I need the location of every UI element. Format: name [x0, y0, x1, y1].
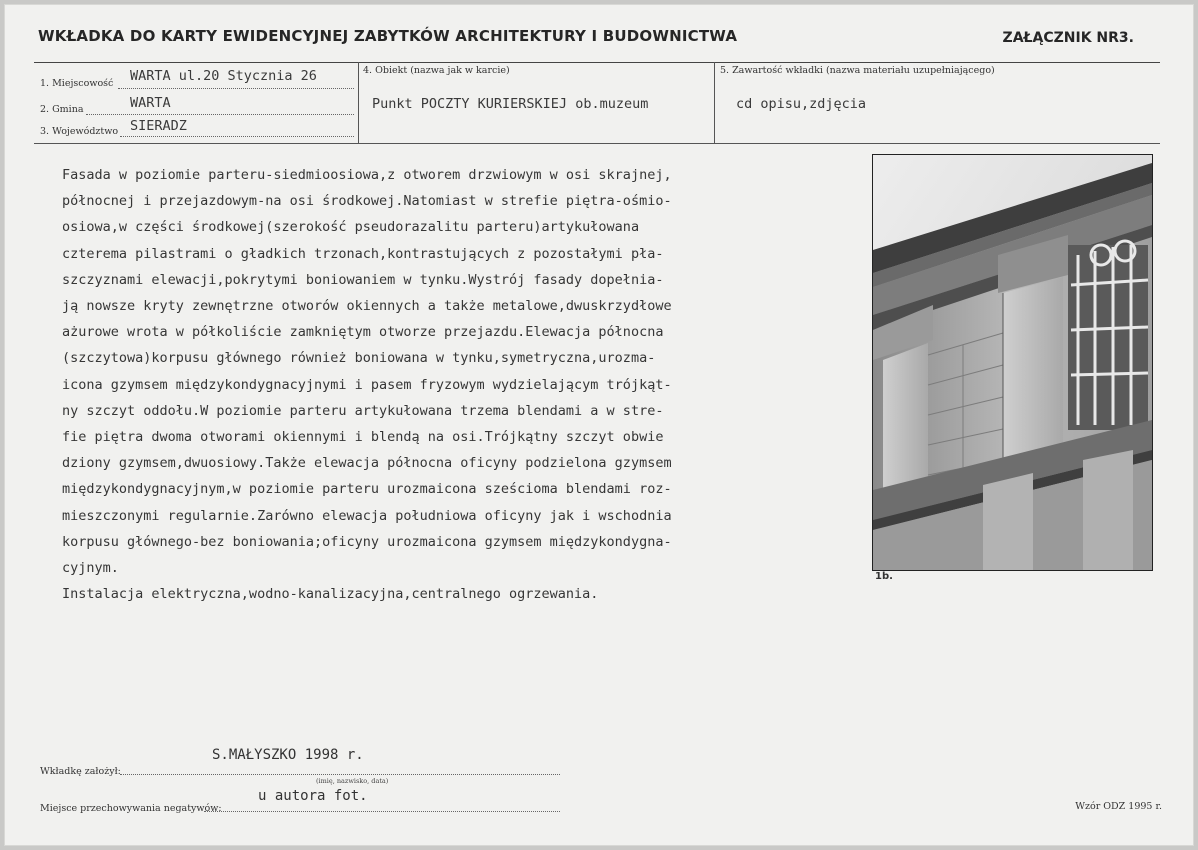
- contents-label: 5. Zawartość wkładki (nazwa materiału uzupełniającego): [720, 65, 995, 76]
- description-line: północnej i przejazdowym-na osi środkowej.Natomiast w strefie piętra-ośmio-: [62, 193, 672, 210]
- description-text: [62, 162, 862, 607]
- description-line: cyjnym.: [62, 560, 119, 577]
- negatives-line: [204, 811, 560, 812]
- locality-line: [118, 88, 354, 89]
- form-title: WKŁADKA DO KARTY EWIDENCYJNEJ ZABYTKÓW ARCHITEKTURY I BUDOWNICTWA: [38, 27, 738, 45]
- commune-line: [86, 114, 354, 115]
- description-line: ażurowe wrota w półkoliście zamkniętym otworze przejazdu.Elewacja północna: [62, 324, 664, 341]
- founder-label: Wkładkę założył:: [40, 766, 121, 777]
- commune-label: 2. Gmina: [40, 104, 84, 115]
- facade-photo: [872, 154, 1153, 571]
- column-divider-2: [714, 62, 715, 143]
- column-divider-1: [358, 62, 359, 143]
- locality-label: 1. Miejscowość: [40, 78, 114, 89]
- object-label: 4. Obiekt (nazwa jak w karcie): [363, 65, 510, 76]
- founder-line: [120, 774, 560, 775]
- description-line: czterema pilastrami o gładkich trzonach,kontrastujących z pozostałymi pła-: [62, 245, 664, 262]
- fields-rule: [34, 143, 1160, 144]
- description-line: icona gzymsem międzykondygnacyjnymi i pasem fryzowym wydzielającym trójkąt-: [62, 376, 672, 393]
- description-line: mieszczonymi regularnie.Zarówno elewacja południowa oficyny jak i wschodnia: [62, 507, 672, 524]
- description-line: szczyznami elewacji,pokrytymi boniowaniem w tynku.Wystrój fasady dopełnia-: [62, 271, 664, 288]
- voivodeship-value: SIERADZ: [130, 118, 187, 134]
- description-line: międzykondygnacyjnym,w poziomie parteru urozmaicona sześcioma blendami roz-: [62, 481, 672, 498]
- voivodeship-label: 3. Województwo: [40, 126, 119, 137]
- description-line: Fasada w poziomie parteru-siedmioosiowa,z otworem drzwiowym w osi skrajnej,: [62, 167, 672, 183]
- locality-value: WARTA ul.20 Stycznia 26: [130, 68, 317, 84]
- description-line: fie piętra dwoma otworami okiennymi i blendą na osi.Trójkątny szczyt obwie: [62, 429, 664, 446]
- contents-value: cd opisu,zdjęcia: [736, 96, 867, 112]
- voivodeship-line: [120, 136, 354, 137]
- description-line: korpusu głównego-bez boniowania;oficyny urozmaicona gzymsem międzykondygna-: [62, 533, 672, 550]
- description-line: ny szczyt oddołu.W poziomie parteru artykułowana trzema blendami a w stre-: [62, 402, 664, 419]
- photo-caption: 1b.: [875, 571, 893, 582]
- description-line: ją nowsze kryty zewnętrzne otworów okiennych a także metalowe,dwuskrzydłowe: [62, 298, 672, 315]
- object-value: Punkt POCZTY KURIERSKIEJ ob.muzeum: [372, 96, 649, 112]
- description-line: dziony gzymsem,dwuosiowy.Także elewacja północna oficyny podzielona gzymsem: [62, 455, 672, 472]
- negatives-value: u autora fot.: [258, 788, 368, 804]
- founder-value: S.MAŁYSZKO 1998 r.: [212, 747, 364, 763]
- header-rule: [34, 62, 1160, 63]
- annex-number: ZAŁĄCZNIK NR3.: [1002, 30, 1134, 46]
- founder-hint: (imię, nazwisko, data): [316, 777, 389, 785]
- description-line: (szczytowa)korpusu głównego również boniowana w tynku,symetryczna,urozma-: [62, 350, 656, 367]
- commune-value: WARTA: [130, 95, 171, 111]
- negatives-label: Miejsce przechowywania negatywów:: [40, 803, 222, 814]
- form-template-id: Wzór ODZ 1995 r.: [1075, 801, 1162, 812]
- description-line: Instalacja elektryczna,wodno-kanalizacyjna,centralnego ogrzewania.: [62, 586, 599, 603]
- description-line: osiowa,w części środkowej(szerokość pseudorazalitu parteru)artykułowana: [62, 219, 640, 236]
